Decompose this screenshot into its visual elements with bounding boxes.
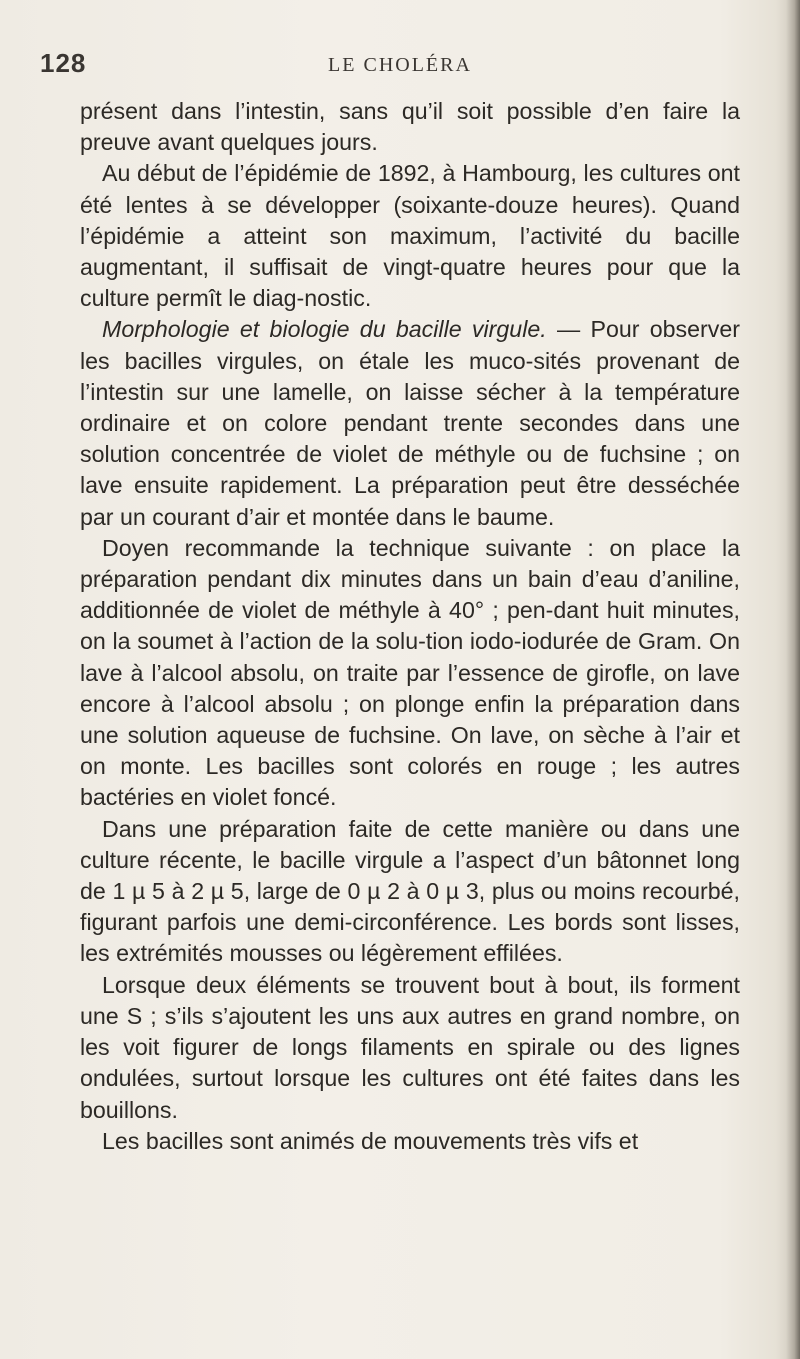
- running-head: LE CHOLÉRA: [328, 54, 472, 76]
- paragraph: Au début de l’épidémie de 1892, à Hambourg, les cultures ont été lentes à se développer (soixante-douze heures). Quand l’épidémie a atteint son maximum, l’activité du bacille augmentant, il suffisait de vingt-quatre heures pour que la culture permît le diag-nostic.: [80, 160, 740, 312]
- page-edge-shadow: [786, 0, 800, 1359]
- section-heading: Morphologie et biologie du bacille virgule.: [102, 316, 547, 343]
- body-text: [80, 96, 740, 1157]
- paragraph: Doyen recommande la technique suivante : on place la préparation pendant dix minutes dans un bain d’eau d’aniline, additionnée de violet de méthyle à 40° ; pen-dant huit minutes, on la soumet à l’action de la solu-tion iodo-iodurée de Gram. On lave à l’alcool absolu, on traite par l’essence de girofle, on lave encore à l’alcool absolu ; on plonge enfin la préparation dans une solution aqueuse de fuchsine. On lave, on sèche à l’air et on monte. Les bacilles sont colorés en rouge ; les autres bactéries en violet foncé.: [80, 534, 740, 811]
- paragraph: [80, 314, 740, 532]
- page-header: [0, 48, 800, 88]
- paragraph-text: — Pour observer les bacilles virgules, on étale les muco-sités provenant de l’intestin sur une lamelle, on laisse sécher à la température ordinaire et on colore pendant trente secondes dans une solution concentrée de violet de méthyle ou de fuchsine ; on lave ensuite rapidement. La préparation peut être desséchée par un courant d’air et montée dans le baume.: [80, 316, 740, 530]
- paragraph: présent dans l’intestin, sans qu’il soit possible d’en faire la preuve avant quelques jours.: [80, 98, 740, 156]
- paragraph: Les bacilles sont animés de mouvements très vifs et: [102, 1127, 639, 1154]
- paragraph: Dans une préparation faite de cette manière ou dans une culture récente, le bacille virgule a l’aspect d’un bâtonnet long de 1 µ 5 à 2 µ 5, large de 0 µ 2 à 0 µ 3, plus ou moins recourbé, figurant parfois une demi-circonférence. Les bords sont lisses, les extrémités mousses ou légèrement effilées.: [80, 815, 740, 967]
- page-number: 128: [40, 48, 87, 78]
- paragraph: Lorsque deux éléments se trouvent bout à bout, ils forment une S ; s’ils s’ajoutent les uns aux autres en grand nombre, on les voit figurer de longs filaments en spirale ou des lignes ondulées, surtout lorsque les cultures ont été faites dans les bouillons.: [80, 971, 740, 1123]
